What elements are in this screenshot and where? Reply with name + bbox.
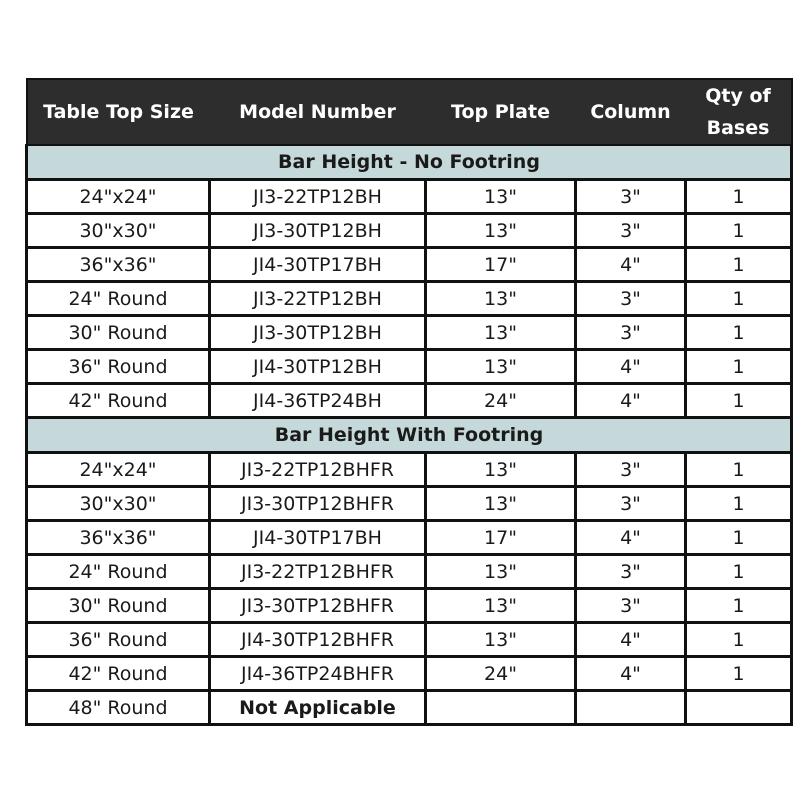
section-title: Bar Height - No Footring — [27, 145, 792, 180]
model-cell: JI3-22TP12BHFR — [210, 555, 426, 589]
size-cell: 42" Round — [27, 384, 210, 418]
qty-cell: 1 — [686, 657, 792, 691]
size-cell: 48" Round — [27, 691, 210, 725]
qty-cell: 1 — [686, 589, 792, 623]
table-row — [27, 180, 792, 214]
header-row — [27, 79, 792, 145]
qty-cell: 1 — [686, 555, 792, 589]
size-cell: 24"x24" — [27, 180, 210, 214]
size-cell: 24" Round — [27, 282, 210, 316]
section-header-row — [27, 418, 792, 453]
size-cell: 30"x30" — [27, 214, 210, 248]
table-body — [27, 145, 792, 725]
model-cell: JI3-30TP12BH — [210, 316, 426, 350]
top-plate-cell: 13" — [426, 555, 576, 589]
top-plate-cell: 13" — [426, 623, 576, 657]
header-model-number: Model Number — [210, 79, 426, 145]
top-plate-cell: 13" — [426, 180, 576, 214]
table-row — [27, 384, 792, 418]
size-cell: 30" Round — [27, 316, 210, 350]
table-row — [27, 623, 792, 657]
header-top-plate: Top Plate — [426, 79, 576, 145]
size-cell: 36" Round — [27, 623, 210, 657]
table-row — [27, 316, 792, 350]
size-cell: 42" Round — [27, 657, 210, 691]
qty-cell: 1 — [686, 282, 792, 316]
size-cell: 24" Round — [27, 555, 210, 589]
column-cell: 4" — [576, 521, 686, 555]
qty-cell: 1 — [686, 384, 792, 418]
qty-cell: 1 — [686, 214, 792, 248]
model-cell: JI3-22TP12BHFR — [210, 453, 426, 487]
top-plate-cell: 13" — [426, 350, 576, 384]
size-cell: 30"x30" — [27, 487, 210, 521]
model-cell: JI4-30TP17BH — [210, 521, 426, 555]
column-cell: 3" — [576, 555, 686, 589]
column-cell: 3" — [576, 282, 686, 316]
top-plate-cell: 13" — [426, 487, 576, 521]
qty-cell — [686, 691, 792, 725]
spec-table — [25, 78, 793, 726]
header-column: Column — [576, 79, 686, 145]
header-qty-line-1: Qty of — [705, 85, 771, 107]
header-table-top-size: Table Top Size — [27, 79, 210, 145]
column-cell: 3" — [576, 316, 686, 350]
model-cell: JI3-22TP12BH — [210, 282, 426, 316]
model-cell: JI3-22TP12BH — [210, 180, 426, 214]
top-plate-cell: 13" — [426, 316, 576, 350]
top-plate-cell: 13" — [426, 453, 576, 487]
qty-cell: 1 — [686, 521, 792, 555]
table-row — [27, 691, 792, 725]
table-row — [27, 487, 792, 521]
table-row — [27, 453, 792, 487]
model-cell: JI3-30TP12BHFR — [210, 589, 426, 623]
column-cell: 4" — [576, 623, 686, 657]
qty-cell: 1 — [686, 248, 792, 282]
top-plate-cell: 17" — [426, 248, 576, 282]
top-plate-cell: 13" — [426, 214, 576, 248]
top-plate-cell: 24" — [426, 657, 576, 691]
header-qty-of-bases — [686, 79, 792, 145]
table-row — [27, 589, 792, 623]
column-cell: 3" — [576, 589, 686, 623]
table-row — [27, 248, 792, 282]
column-cell: 3" — [576, 453, 686, 487]
model-cell: JI3-30TP12BHFR — [210, 487, 426, 521]
size-cell: 24"x24" — [27, 453, 210, 487]
table-row — [27, 350, 792, 384]
column-cell: 3" — [576, 180, 686, 214]
column-cell: 3" — [576, 487, 686, 521]
qty-cell: 1 — [686, 350, 792, 384]
header-qty-line-2: Bases — [706, 117, 770, 139]
size-cell: 36"x36" — [27, 521, 210, 555]
table-row — [27, 214, 792, 248]
table-row — [27, 555, 792, 589]
section-header-row — [27, 145, 792, 180]
top-plate-cell: 13" — [426, 282, 576, 316]
model-cell: JI4-30TP12BH — [210, 350, 426, 384]
model-cell: JI4-30TP12BHFR — [210, 623, 426, 657]
size-cell: 36"x36" — [27, 248, 210, 282]
table-row — [27, 657, 792, 691]
qty-cell: 1 — [686, 623, 792, 657]
top-plate-cell: 24" — [426, 384, 576, 418]
column-cell: 4" — [576, 384, 686, 418]
top-plate-cell: 13" — [426, 589, 576, 623]
size-cell: 30" Round — [27, 589, 210, 623]
top-plate-cell: 17" — [426, 521, 576, 555]
column-cell: 3" — [576, 214, 686, 248]
qty-cell: 1 — [686, 316, 792, 350]
qty-cell: 1 — [686, 487, 792, 521]
section-title: Bar Height With Footring — [27, 418, 792, 453]
column-cell: 4" — [576, 350, 686, 384]
model-cell: Not Applicable — [210, 691, 426, 725]
table-row — [27, 282, 792, 316]
column-cell: 4" — [576, 248, 686, 282]
model-cell: JI4-36TP24BH — [210, 384, 426, 418]
column-cell: 4" — [576, 657, 686, 691]
model-cell: JI4-36TP24BHFR — [210, 657, 426, 691]
top-plate-cell — [426, 691, 576, 725]
size-cell: 36" Round — [27, 350, 210, 384]
column-cell — [576, 691, 686, 725]
qty-cell: 1 — [686, 453, 792, 487]
model-cell: JI4-30TP17BH — [210, 248, 426, 282]
qty-cell: 1 — [686, 180, 792, 214]
table-row — [27, 521, 792, 555]
model-cell: JI3-30TP12BH — [210, 214, 426, 248]
